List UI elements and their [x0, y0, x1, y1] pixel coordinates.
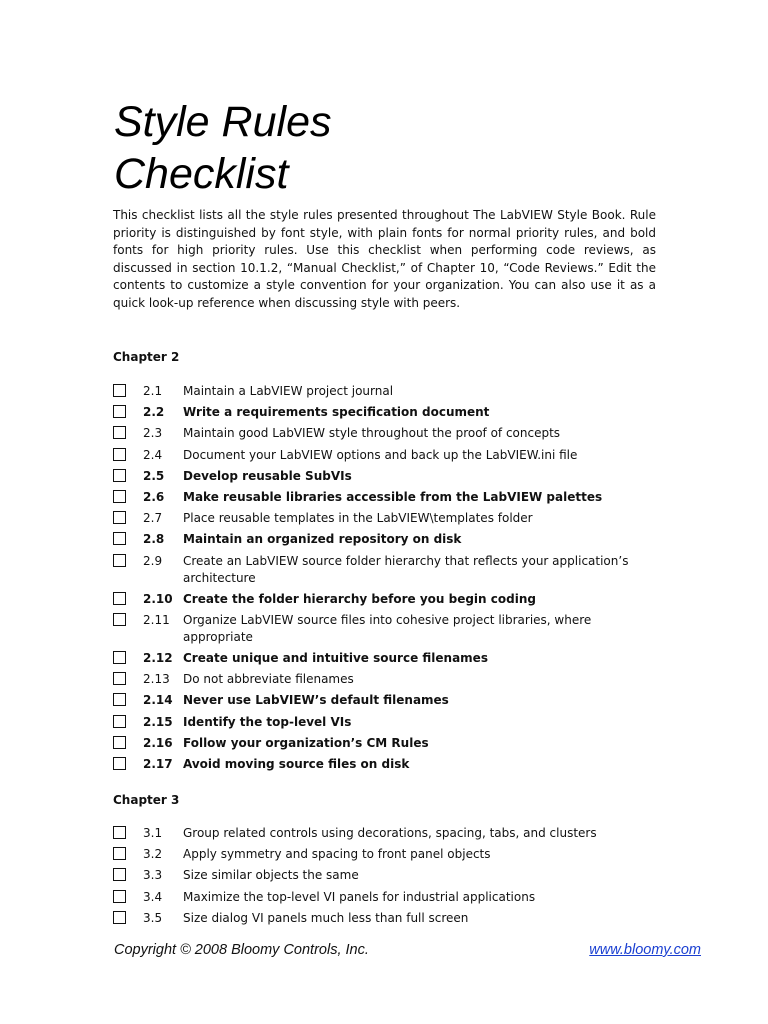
checklist-item [113, 553, 673, 587]
chapter-2-rule-list [113, 383, 673, 777]
chapter-2-heading: Chapter 2 [113, 350, 180, 364]
checklist-item [113, 867, 673, 884]
checklist-item [113, 671, 673, 688]
title-line-2: Checklist [114, 150, 289, 198]
checklist-item [113, 735, 673, 752]
rule-text: Maintain an organized repository on disk [183, 532, 462, 547]
checkbox[interactable] [113, 890, 126, 903]
checkbox[interactable] [113, 511, 126, 524]
rule-text: Place reusable templates in the LabVIEW\templates folder [183, 511, 533, 526]
rule-number: 3.2 [143, 847, 163, 862]
checkbox[interactable] [113, 826, 126, 839]
chapter-3-heading: Chapter 3 [113, 793, 180, 807]
rule-text: Document your LabVIEW options and back up the LabVIEW.ini file [183, 447, 578, 462]
rule-number: 2.9 [143, 553, 163, 568]
rule-number: 2.3 [143, 426, 163, 441]
rule-number: 2.12 [143, 651, 173, 666]
rule-number: 3.1 [143, 826, 163, 840]
website-link[interactable]: www.bloomy.com [589, 942, 701, 958]
copyright-text: Copyright © 2008 Bloomy Controls, Inc. [114, 942, 369, 958]
rule-text: Avoid moving source files on disk [183, 757, 410, 771]
checkbox[interactable] [113, 490, 126, 503]
rule-text: Write a requirements specification document [183, 405, 490, 420]
rule-text: Create an LabVIEW source folder hierarchy that reflects your application’s architecture [183, 553, 629, 585]
checkbox[interactable] [113, 613, 126, 626]
rule-text: Identify the top-level VIs [183, 714, 352, 729]
checkbox[interactable] [113, 554, 126, 567]
rule-text: Size similar objects the same [183, 868, 359, 883]
page-title [114, 96, 331, 200]
checklist-item [113, 468, 673, 485]
rule-number: 2.16 [143, 735, 173, 750]
rule-number: 2.1 [143, 384, 163, 398]
rule-text: Apply symmetry and spacing to front panel objects [183, 847, 491, 862]
rule-number: 2.4 [143, 447, 163, 462]
checkbox[interactable] [113, 448, 126, 461]
rule-text: Follow your organization’s CM Rules [183, 735, 429, 750]
checklist-item [113, 714, 673, 731]
checklist-item [113, 425, 673, 442]
rule-number: 3.5 [143, 910, 163, 925]
checkbox[interactable] [113, 672, 126, 685]
checkbox[interactable] [113, 736, 126, 749]
rule-text: Create unique and intuitive source filenames [183, 651, 488, 666]
checkbox[interactable] [113, 847, 126, 860]
rule-number: 2.11 [143, 612, 170, 627]
checklist-item [113, 447, 673, 464]
rule-text: Do not abbreviate filenames [183, 672, 354, 687]
checklist-item [113, 510, 673, 527]
checkbox[interactable] [113, 405, 126, 418]
checkbox[interactable] [113, 715, 126, 728]
rule-number: 3.3 [143, 868, 163, 883]
rule-text: Create the folder hierarchy before you begin coding [183, 591, 536, 606]
title-line-1: Style Rules [114, 98, 332, 146]
rule-text: Maintain a LabVIEW project journal [183, 384, 394, 398]
checklist-item [113, 383, 673, 400]
rule-text: Never use LabVIEW’s default filenames [183, 693, 449, 708]
rule-number: 2.15 [143, 714, 173, 729]
checklist-item [113, 910, 673, 927]
rule-number: 2.5 [143, 468, 165, 483]
checkbox[interactable] [113, 426, 126, 439]
rule-number: 2.2 [143, 405, 165, 420]
rule-text: Group related controls using decorations, spacing, tabs, and clusters [183, 826, 597, 840]
rule-text: Make reusable libraries accessible from the LabVIEW palettes [183, 489, 603, 504]
rule-text: Maintain good LabVIEW style throughout the proof of concepts [183, 426, 561, 441]
rule-text: Organize LabVIEW source files into cohesive project libraries, where appropriate [183, 612, 592, 644]
checklist-item [113, 889, 673, 906]
checklist-item [113, 756, 673, 773]
rule-number: 2.13 [143, 672, 170, 687]
checklist-item [113, 404, 673, 421]
checkbox[interactable] [113, 532, 126, 545]
rule-number: 3.4 [143, 889, 163, 904]
rule-number: 2.6 [143, 489, 165, 504]
checkbox[interactable] [113, 868, 126, 881]
checkbox[interactable] [113, 757, 126, 770]
checkbox[interactable] [113, 469, 126, 482]
checklist-item [113, 531, 673, 548]
rule-text: Size dialog VI panels much less than full screen [183, 910, 469, 925]
rule-text: Develop reusable SubVIs [183, 468, 352, 483]
checklist-item [113, 825, 673, 842]
checklist-item [113, 846, 673, 863]
rule-number: 2.17 [143, 757, 173, 771]
checkbox[interactable] [113, 651, 126, 664]
checkbox[interactable] [113, 911, 126, 924]
checklist-item [113, 692, 673, 709]
rule-number: 2.14 [143, 693, 173, 708]
rule-text: Maximize the top-level VI panels for industrial applications [183, 889, 536, 904]
checklist-item [113, 650, 673, 667]
checkbox[interactable] [113, 592, 126, 605]
checklist-item [113, 489, 673, 506]
chapter-3-rule-list [113, 825, 673, 931]
rule-number: 2.8 [143, 532, 165, 547]
rule-number: 2.10 [143, 591, 173, 606]
checkbox[interactable] [113, 693, 126, 706]
checkbox[interactable] [113, 384, 126, 397]
checklist-item [113, 591, 673, 608]
rule-number: 2.7 [143, 511, 163, 526]
intro-paragraph: This checklist lists all the style rules presented throughout The LabVIEW Style Book. Rule priority is distinguished by font style, with plain fonts for normal priority rules, and bold fonts for high priority rules. Use this checklist when performing code reviews, as discussed in section 10.1.2, “Manual Checklist,” of Chapter 10, “Code Reviews.” Edit the contents to customize a style convention for your organization. You can also use it as a quick look-up reference when discussing style with peers. [113, 208, 656, 310]
checklist-item [113, 612, 673, 646]
